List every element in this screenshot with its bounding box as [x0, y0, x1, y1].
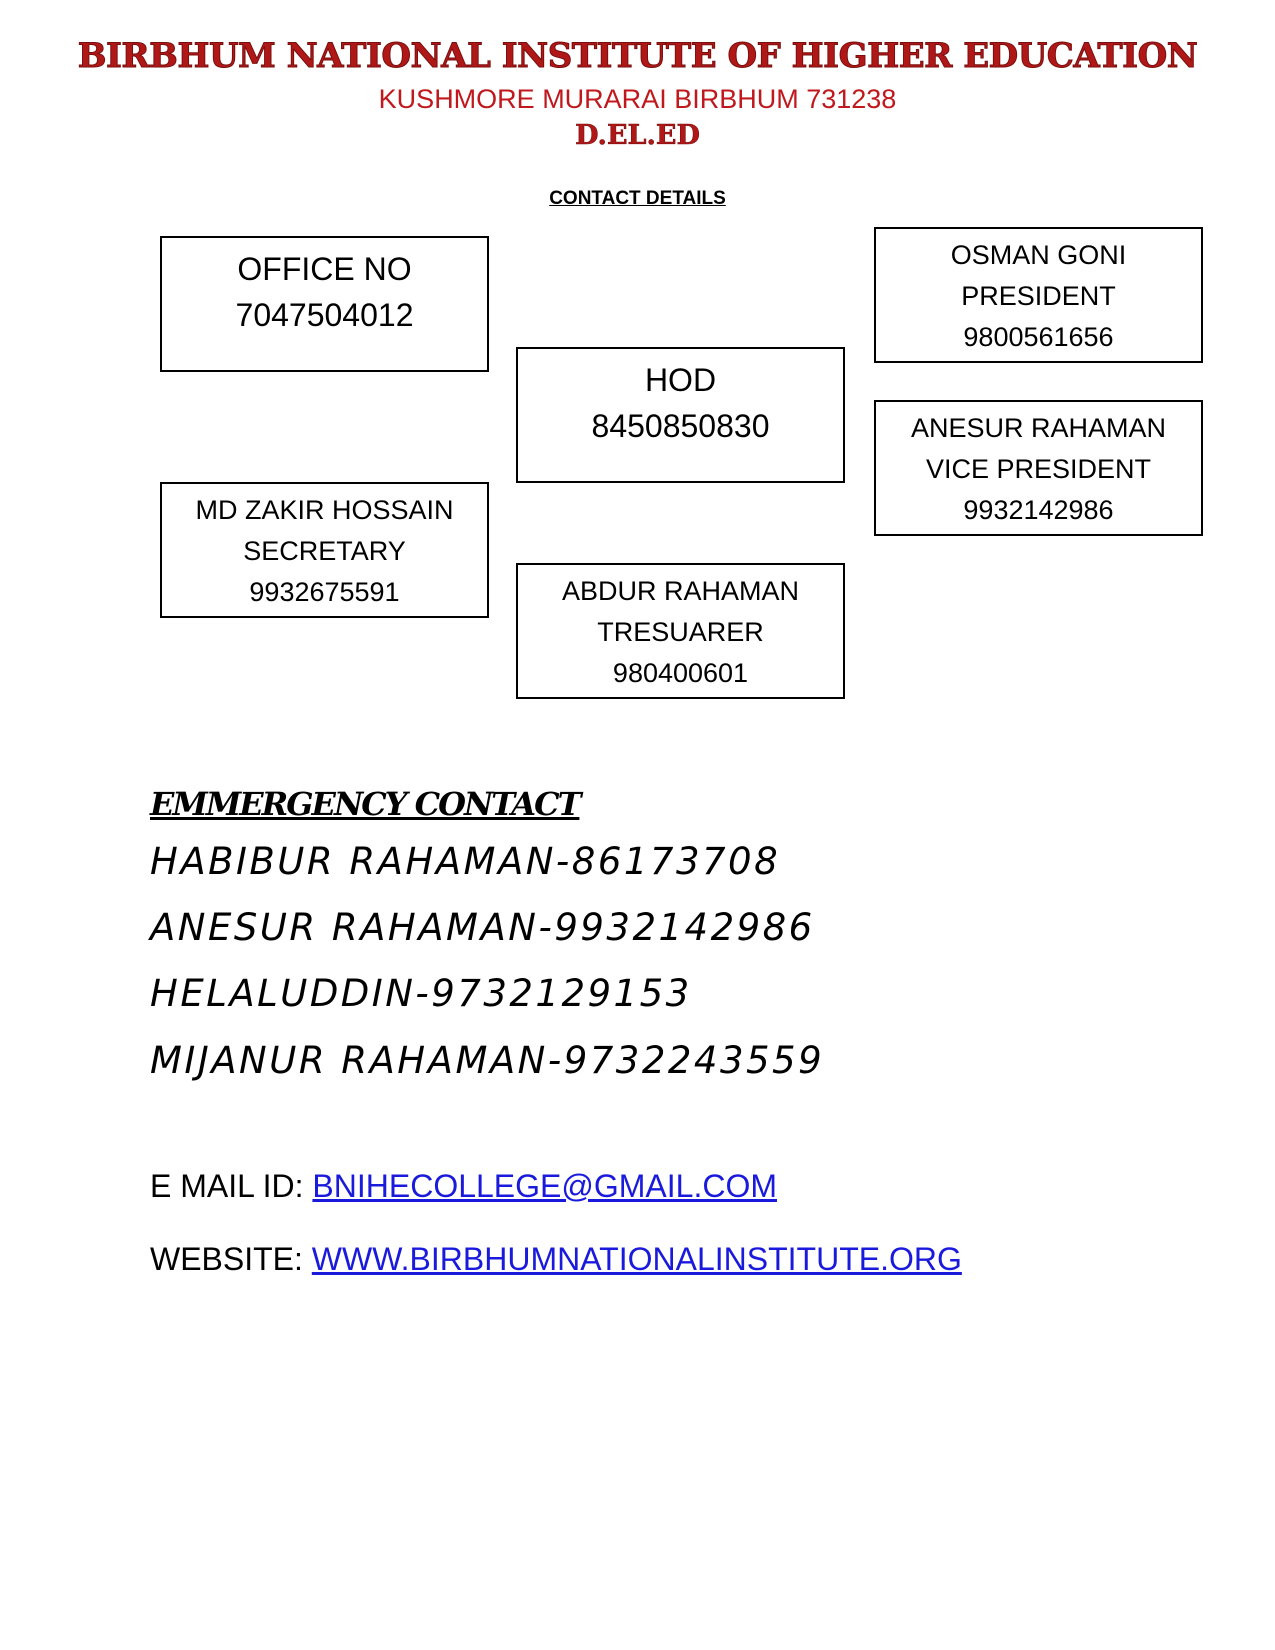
hod-number: 8450850830: [591, 408, 770, 444]
treasurer-title: TRESUARER: [597, 617, 764, 647]
vice-president-title: VICE PRESIDENT: [925, 454, 1152, 484]
emergency-contact-line: HELALUDDIN-9732129153: [150, 972, 692, 1015]
president-number: 9800561656: [963, 322, 1114, 352]
treasurer-contact-box: [516, 563, 845, 699]
emergency-contact-line: HABIBUR RAHAMAN-86173708: [150, 840, 781, 883]
institute-title: BIRBHUM NATIONAL INSTITUTE OF HIGHER EDUCATION: [77, 36, 1198, 76]
hod-label: HOD: [644, 362, 717, 398]
treasurer-name: ABDUR RAHAMAN: [561, 576, 800, 606]
emergency-contact-heading: EMMERGENCY CONTACT: [150, 785, 580, 823]
email-label: E MAIL ID:: [150, 1168, 313, 1204]
program-name: D.EL.ED: [575, 120, 700, 151]
website-link[interactable]: WWW.BIRBHUMNATIONALINSTITUTE.ORG: [311, 1241, 962, 1277]
president-name: OSMAN GONI: [950, 240, 1127, 270]
secretary-title: SECRETARY: [243, 536, 406, 566]
treasurer-number: 980400601: [612, 658, 749, 688]
hod-contact-box: [516, 347, 845, 483]
contact-details-heading: CONTACT DETAILS: [549, 188, 726, 209]
website-row: [150, 1241, 962, 1278]
president-title: PRESIDENT: [961, 281, 1116, 311]
email-row: [150, 1168, 777, 1205]
institute-address: KUSHMORE MURARAI BIRBHUM 731238: [378, 84, 897, 114]
vice-president-contact-box: [874, 400, 1203, 536]
vice-president-number: 9932142986: [963, 495, 1114, 525]
emergency-contact-line: MIJANUR RAHAMAN-9732243559: [150, 1039, 825, 1082]
secretary-number: 9932675591: [249, 577, 400, 607]
office-number: 7047504012: [235, 297, 414, 333]
email-link[interactable]: BNIHECOLLEGE@GMAIL.COM: [312, 1168, 777, 1204]
secretary-name: MD ZAKIR HOSSAIN: [195, 495, 454, 525]
president-contact-box: [874, 227, 1203, 363]
office-contact-box: [160, 236, 489, 372]
vice-president-name: ANESUR RAHAMAN: [910, 413, 1167, 443]
office-label: OFFICE NO: [237, 251, 412, 287]
emergency-contact-line: ANESUR RAHAMAN-9932142986: [150, 906, 815, 949]
website-label: WEBSITE:: [150, 1241, 312, 1277]
secretary-contact-box: [160, 482, 489, 618]
